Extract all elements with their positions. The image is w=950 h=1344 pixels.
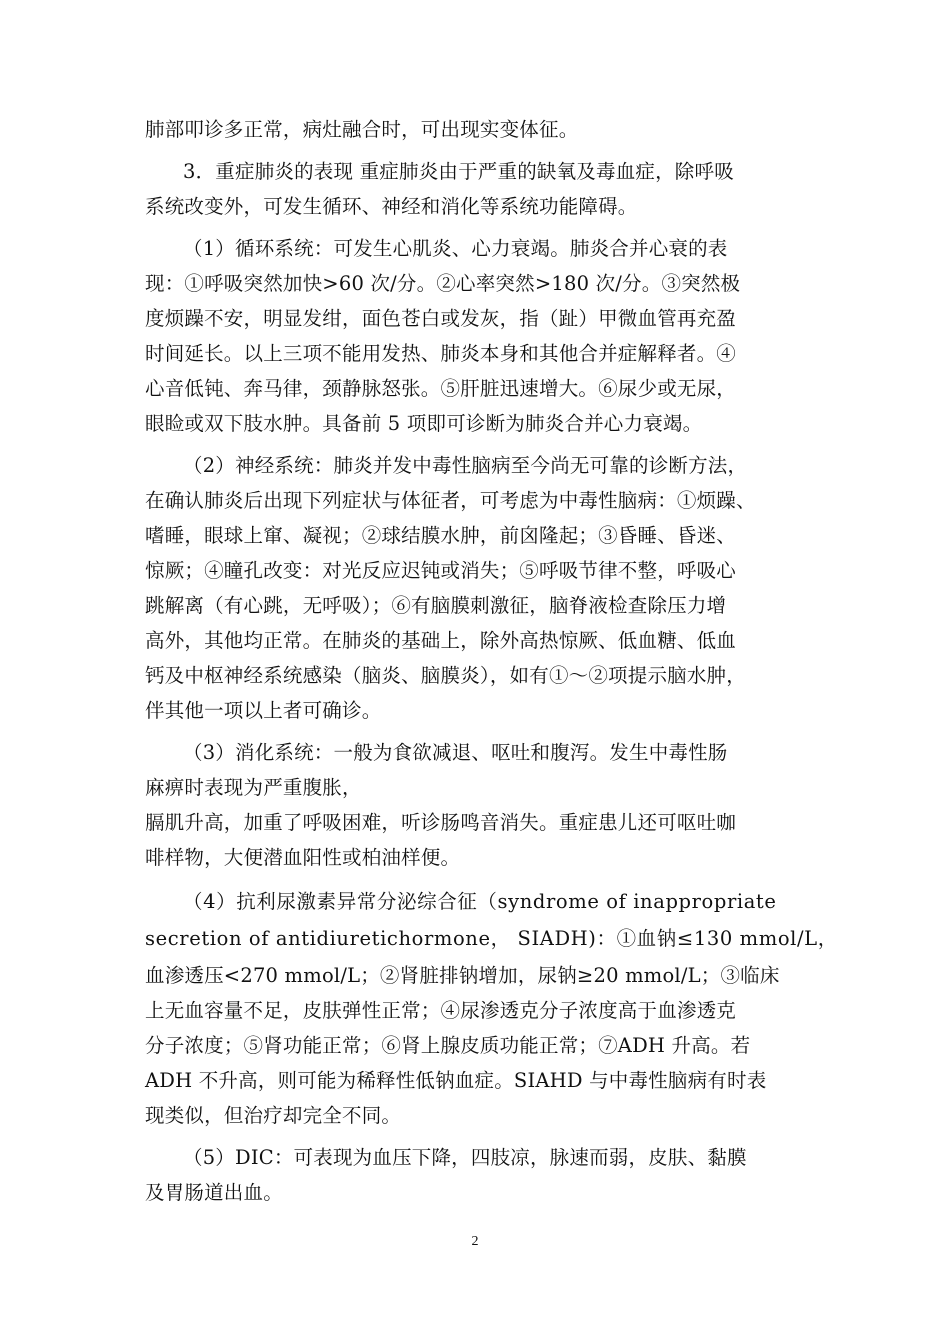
text-line: 麻痹时表现为严重腹胀， xyxy=(145,776,362,799)
text-line: ADH 不升高，则可能为稀释性低钠血症。SIAHD 与中毒性脑病有时表 xyxy=(145,1069,767,1092)
text-line: 伴其他一项以上者可确诊。 xyxy=(145,699,382,722)
section-heading-line: 3．重症肺炎的表现 重症肺炎由于严重的缺氧及毒血症，除呼吸 xyxy=(183,160,734,183)
text-line: 啡样物，大便潜血阳性或柏油样便。 xyxy=(145,846,461,869)
page-number: 2 xyxy=(471,1234,479,1249)
text-line: （3）消化系统：一般为食欲减退、呕吐和腹泻。发生中毒性肠 xyxy=(183,741,728,764)
text-line: 跳解离（有心跳，无呼吸）；⑥有脑膜刺激征，脑脊液检查除压力增 xyxy=(145,594,727,617)
text-line: 眼睑或双下肢水肿。具备前 5 项即可诊断为肺炎合并心力衰竭。 xyxy=(145,412,703,435)
text-line: 上无血容量不足，皮肤弹性正常；④尿渗透克分子浓度高于血渗透克 xyxy=(145,999,737,1022)
text-line: 血渗透压<270 mmol/L；②肾脏排钠增加，尿钠≥20 mmol/L；③临床 xyxy=(145,964,780,987)
text-line: 膈肌升高，加重了呼吸困难，听诊肠鸣音消失。重症患儿还可呕吐咖 xyxy=(145,811,737,834)
text-line: （2）神经系统：肺炎并发中毒性脑病至今尚无可靠的诊断方法， xyxy=(183,454,748,477)
text-line: 心音低钝、奔马律，颈静脉怒张。⑤肝脏迅速增大。⑥尿少或无尿， xyxy=(145,377,737,400)
text-line: 肺部叩诊多正常，病灶融合时，可出现实变体征。 xyxy=(145,118,579,141)
text-line: （1）循环系统：可发生心肌炎、心力衰竭。肺炎合并心衰的表 xyxy=(183,237,728,260)
text-line: 分子浓度；⑤肾功能正常；⑥肾上腺皮质功能正常；⑦ADH 升高。若 xyxy=(145,1034,751,1057)
text-line: 钙及中枢神经系统感染（脑炎、脑膜炎），如有①～②项提示脑水肿， xyxy=(145,664,746,687)
text-line: 系统改变外，可发生循环、神经和消化等系统功能障碍。 xyxy=(145,195,638,218)
text-line: 在确认肺炎后出现下列症状与体征者，可考虑为中毒性脑病：①烦躁、 xyxy=(145,489,756,512)
text-line: 现类似，但治疗却完全不同。 xyxy=(145,1104,402,1127)
text-line: 惊厥；④瞳孔改变：对光反应迟钝或消失；⑤呼吸节律不整，呼吸心 xyxy=(145,559,737,582)
text-line: 度烦躁不安，明显发绀，面色苍白或发灰，指（趾）甲微血管再充盈 xyxy=(145,307,737,330)
text-line: 现：①呼吸突然加快>60 次/分。②心率突然>180 次/分。③突然极 xyxy=(145,272,741,295)
text-line: secretion of antidiuretichormone， SIADH)：①血钠≤130 mmol/L， xyxy=(145,927,838,950)
text-line: 高外，其他均正常。在肺炎的基础上，除外高热惊厥、低血糖、低血 xyxy=(145,629,737,652)
text-line: 嗜睡，眼球上窜、凝视；②球结膜水肿，前囟隆起；③昏睡、昏迷、 xyxy=(145,524,737,547)
text-line: （4）抗利尿激素异常分泌综合征（syndrome of inappropriate xyxy=(183,890,777,913)
text-line: 时间延长。以上三项不能用发热、肺炎本身和其他合并症解释者。④ xyxy=(145,342,737,365)
text-line: 及胃肠道出血。 xyxy=(145,1181,283,1204)
text-line: （5）DIC：可表现为血压下降，四肢凉，脉速而弱，皮肤、黏膜 xyxy=(183,1146,747,1169)
